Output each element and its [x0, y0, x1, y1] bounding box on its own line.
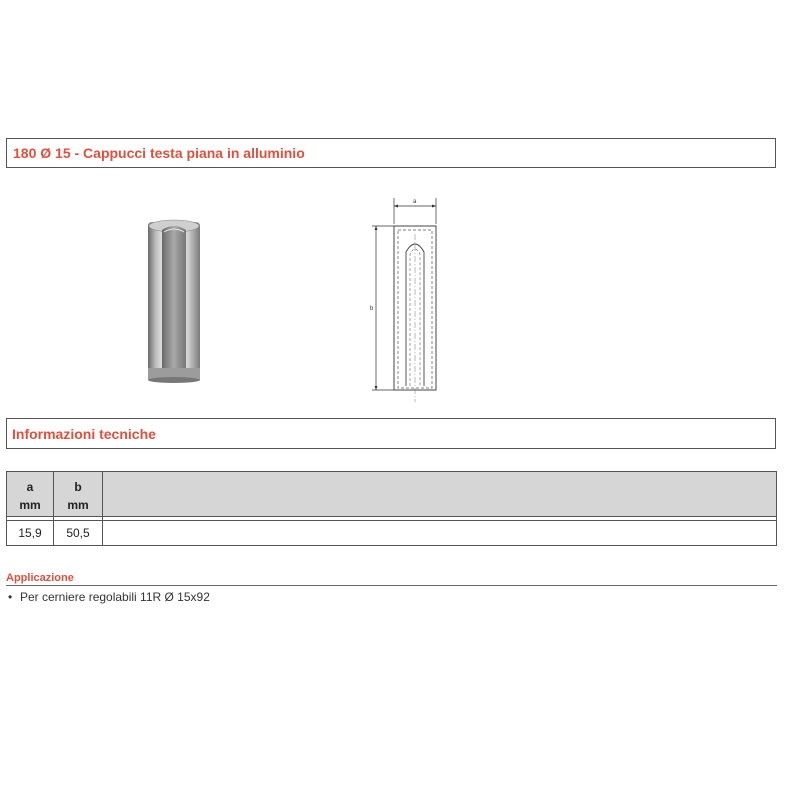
- list-item: [8, 590, 210, 604]
- dimension-b-label: b: [370, 306, 374, 312]
- header-b-name: b: [54, 472, 103, 495]
- cell-empty: [103, 521, 777, 546]
- header-a-unit: mm: [7, 494, 54, 517]
- product-photo-icon: [140, 218, 206, 384]
- technical-drawing-icon: [364, 194, 446, 406]
- dimension-a-label: a: [413, 199, 417, 205]
- product-title: 180 Ø 15 - Cappucci testa piana in alluminio: [13, 145, 305, 161]
- header-empty: [103, 472, 777, 517]
- header-b-unit: mm: [54, 494, 103, 517]
- cell-b: 50,5: [54, 521, 103, 546]
- product-title-box: [6, 138, 776, 168]
- application-list: [8, 590, 210, 604]
- application-item-text: Per cerniere regolabili 11R Ø 15x92: [20, 590, 210, 604]
- cell-a: 15,9: [7, 521, 54, 546]
- bullet-icon: •: [8, 590, 13, 604]
- technical-info-box: [6, 418, 776, 449]
- technical-info-heading: Informazioni tecniche: [12, 425, 156, 442]
- application-heading: Applicazione: [6, 572, 777, 586]
- table-row: [7, 521, 777, 546]
- spec-table: [6, 471, 777, 546]
- header-a-name: a: [7, 472, 54, 495]
